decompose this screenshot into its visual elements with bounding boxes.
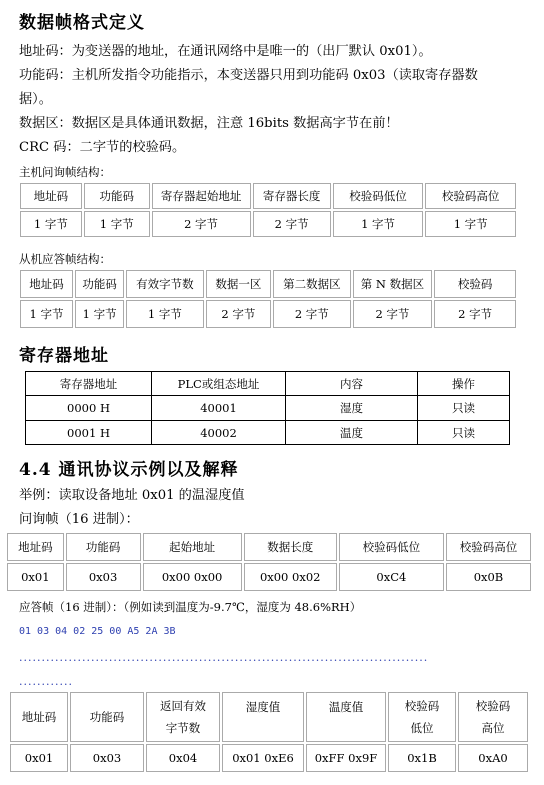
register-table: [25, 371, 510, 445]
table-header-cell: 地址码: [7, 533, 64, 561]
example-text: 举例：读取设备地址 0x01 的温湿度值: [19, 488, 245, 503]
table-cell: 0x00 0x00: [143, 563, 242, 591]
table-cell: 0x01: [7, 563, 64, 591]
dotted-separator: ...........................................................................................: [19, 651, 429, 664]
table-cell: 0xC4: [339, 563, 444, 591]
table-header-cell: 操作: [418, 372, 510, 396]
answer-frame-label: 应答帧（16 进制）：（例如读到温度为-9.7℃，湿度为 48.6%RH）: [19, 600, 362, 614]
table-cell: 温度: [286, 421, 418, 445]
dotted-separator-short: ............: [19, 675, 73, 688]
table-header-cell: 功能码: [75, 270, 124, 298]
table-cell: 0x03: [66, 563, 141, 591]
para-crc: CRC 码：二字节的校验码。: [19, 140, 186, 155]
para-address-code: 地址码：为变送器的地址，在通讯网络中是唯一的（出厂默认 0x01）。: [19, 44, 432, 59]
table-header-cell: 地址码: [20, 183, 82, 209]
table-header-cell: 寄存器起始地址: [152, 183, 251, 209]
table-cell: 0x04: [146, 744, 220, 772]
query-structure-label: 主机问询帧结构：: [19, 165, 111, 179]
table-header-cell: 第二数据区: [273, 270, 351, 298]
table-cell: 0x01: [10, 744, 68, 772]
table-row: [26, 396, 510, 421]
table-header-cell: 功能码: [66, 533, 141, 561]
answer-structure-label: 从机应答帧结构：: [19, 252, 111, 266]
para-function-code-line2: 据）。: [19, 92, 52, 107]
table-header-cell: 返回有效 字节数: [146, 692, 220, 742]
query-frame-table: [5, 531, 533, 593]
table-header-cell: 寄存器长度: [253, 183, 331, 209]
table-cell: 只读: [418, 421, 510, 445]
table-header-cell: 地址码: [20, 270, 73, 298]
table-cell: 0x01 0xE6: [222, 744, 304, 772]
table-header-cell: 校验码 低位: [388, 692, 456, 742]
para-function-code-line1: 功能码：主机所发指令功能指示，本变送器只用到功能码 0x03（读取寄存器数: [19, 68, 478, 83]
table-cell: 0000 H: [26, 396, 152, 421]
table-header-cell: 数据一区: [206, 270, 271, 298]
table-header-cell: 地址码: [10, 692, 68, 742]
table-cell: 0x0B: [446, 563, 531, 591]
section-title-protocol-example: 4.4 通讯协议示例以及解释: [19, 460, 239, 480]
table-cell: 1 字节: [75, 300, 124, 328]
table-header-cell: 寄存器地址: [26, 372, 152, 396]
table-header-cell: 起始地址: [143, 533, 242, 561]
table-header-cell: 温度值: [306, 692, 386, 742]
table-header-cell: 第 N 数据区: [353, 270, 433, 298]
table-header-cell: 有效字节数: [126, 270, 204, 298]
table-header-cell: 校验码低位: [339, 533, 444, 561]
table-cell: 0xA0: [458, 744, 528, 772]
table-cell: 1 字节: [20, 211, 82, 237]
query-structure-table: [18, 181, 518, 239]
table-header-cell: 功能码: [84, 183, 150, 209]
section-title-frame-format: 数据帧格式定义: [19, 13, 145, 33]
table-header-cell: 校验码低位: [333, 183, 424, 209]
table-header-cell: 校验码 高位: [458, 692, 528, 742]
table-cell: 40002: [152, 421, 286, 445]
table-cell: 2 字节: [253, 211, 331, 237]
table-cell: 2 字节: [206, 300, 271, 328]
table-cell: 湿度: [286, 396, 418, 421]
table-cell: 2 字节: [434, 300, 516, 328]
table-header-cell: 校验码: [434, 270, 516, 298]
table-cell: 0xFF 0x9F: [306, 744, 386, 772]
table-cell: 2 字节: [353, 300, 433, 328]
table-cell: 0x1B: [388, 744, 456, 772]
table-cell: 1 字节: [84, 211, 150, 237]
table-cell: 1 字节: [126, 300, 204, 328]
table-header-cell: 内容: [286, 372, 418, 396]
table-cell: 1 字节: [425, 211, 516, 237]
table-header-cell: 校验码高位: [446, 533, 531, 561]
table-header-cell: PLC或组态地址: [152, 372, 286, 396]
table-cell: 1 字节: [333, 211, 424, 237]
table-cell: 0x03: [70, 744, 144, 772]
table-cell: 2 字节: [273, 300, 351, 328]
para-data-area: 数据区：数据区是具体通讯数据，注意 16bits 数据高字节在前！: [19, 116, 399, 131]
table-cell: 2 字节: [152, 211, 251, 237]
table-header-cell: 数据长度: [244, 533, 337, 561]
table-row: [26, 421, 510, 445]
answer-hex-line: 01 03 04 02 25 00 A5 2A 3B: [19, 626, 176, 637]
query-frame-label: 问询帧（16 进制）：: [19, 512, 139, 527]
table-header-cell: 湿度值: [222, 692, 304, 742]
table-header-cell: 功能码: [70, 692, 144, 742]
answer-structure-table: [18, 268, 518, 330]
table-header-cell: 校验码高位: [425, 183, 516, 209]
table-cell: 只读: [418, 396, 510, 421]
table-cell: 40001: [152, 396, 286, 421]
table-cell: 0x00 0x02: [244, 563, 337, 591]
answer-frame-table: [8, 690, 530, 774]
table-cell: 0001 H: [26, 421, 152, 445]
section-title-register-address: 寄存器地址: [19, 346, 109, 366]
table-cell: 1 字节: [20, 300, 73, 328]
